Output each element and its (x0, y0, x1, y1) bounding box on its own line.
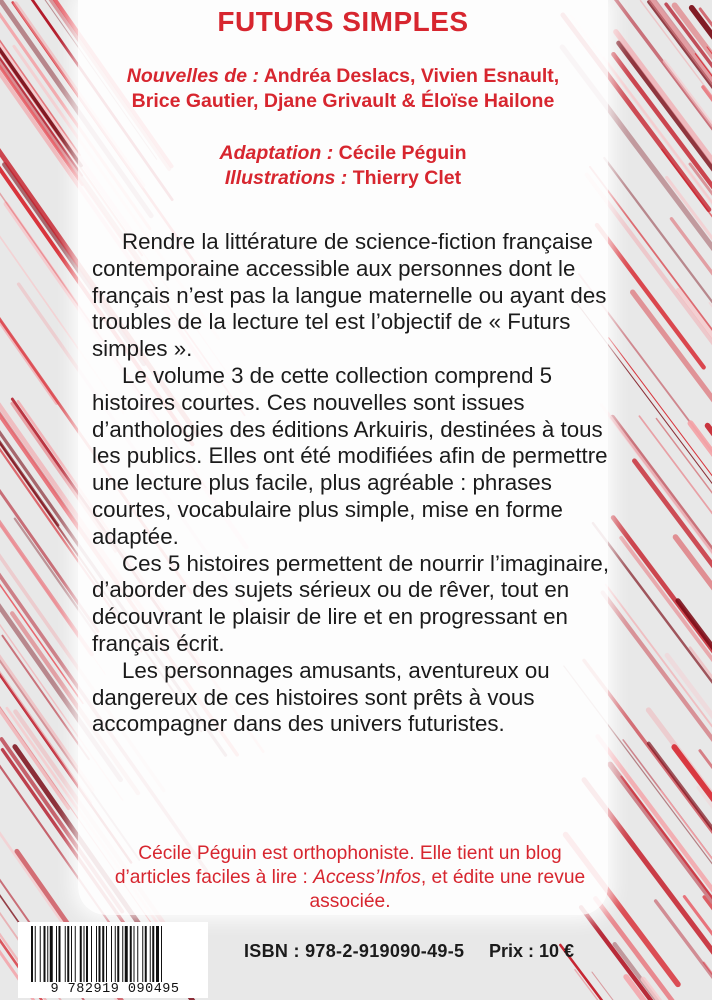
barcode-area (18, 922, 208, 998)
adaptation-name: Cécile Péguin (338, 142, 467, 164)
barcode-digits: 9 782919 090495 (50, 982, 180, 997)
isbn: ISBN : 978-2-919090-49-5 (244, 941, 465, 961)
book-title: FUTURS SIMPLES (217, 6, 469, 37)
paragraph-2: Le volume 3 de cette collection comprend 5 histoires courtes. Ces nouvelles sont issues d’anthologies des éditions Arkuiris, destinées à tous les publics. Elles ont été modifiées afin de permettre une lecture plus facile, plus agréable : phrases courtes, vocabulaire plus simple, mise en forme adaptée. (92, 362, 608, 549)
authors-credit (78, 64, 608, 114)
adaptation-label: Adaptation : (219, 142, 334, 164)
bio-text-before: Cécile Péguin est orthophoniste. Elle tient un blog d’articles faciles à lire : (114, 843, 562, 888)
paragraph-1: Rendre la littérature de science-fiction française contemporaine accessible aux personnes dont le français n’est pas la langue maternelle ou ayant des troubles de la lecture tel est l’objectif de « Futurs simples ». (92, 229, 607, 362)
barcode-icon (30, 926, 200, 982)
authors-line-2: Brice Gautier, Djane Grivault & Éloïse Hailone (131, 90, 555, 112)
blog-name: Access’Infos (313, 867, 421, 888)
authors-line-1: Andréa Deslacs, Vivien Esnault, (263, 65, 560, 87)
back-cover-description (92, 229, 612, 738)
illustrations-name: Thierry Clet (352, 167, 462, 189)
paragraph-4: Les personnages amusants, aventureux ou dangereux de ces histoires sont prêts à vous accompagner dans des univers futuristes. (92, 657, 550, 737)
paragraph-3: Ces 5 histoires permettent de nourrir l’imaginaire, d’aborder des sujets sérieux ou de rêver, tout en découvrant le plaisir de lire et en progressant en français écrit. (92, 550, 610, 656)
nouvelles-label: Nouvelles de : (126, 65, 259, 87)
adaptation-credit (78, 141, 608, 191)
price: Prix : 10 € (489, 941, 575, 961)
author-bio (100, 842, 600, 914)
illustrations-label: Illustrations : (224, 167, 348, 189)
bio-text-after: , et édite une revue associée. (309, 867, 586, 912)
